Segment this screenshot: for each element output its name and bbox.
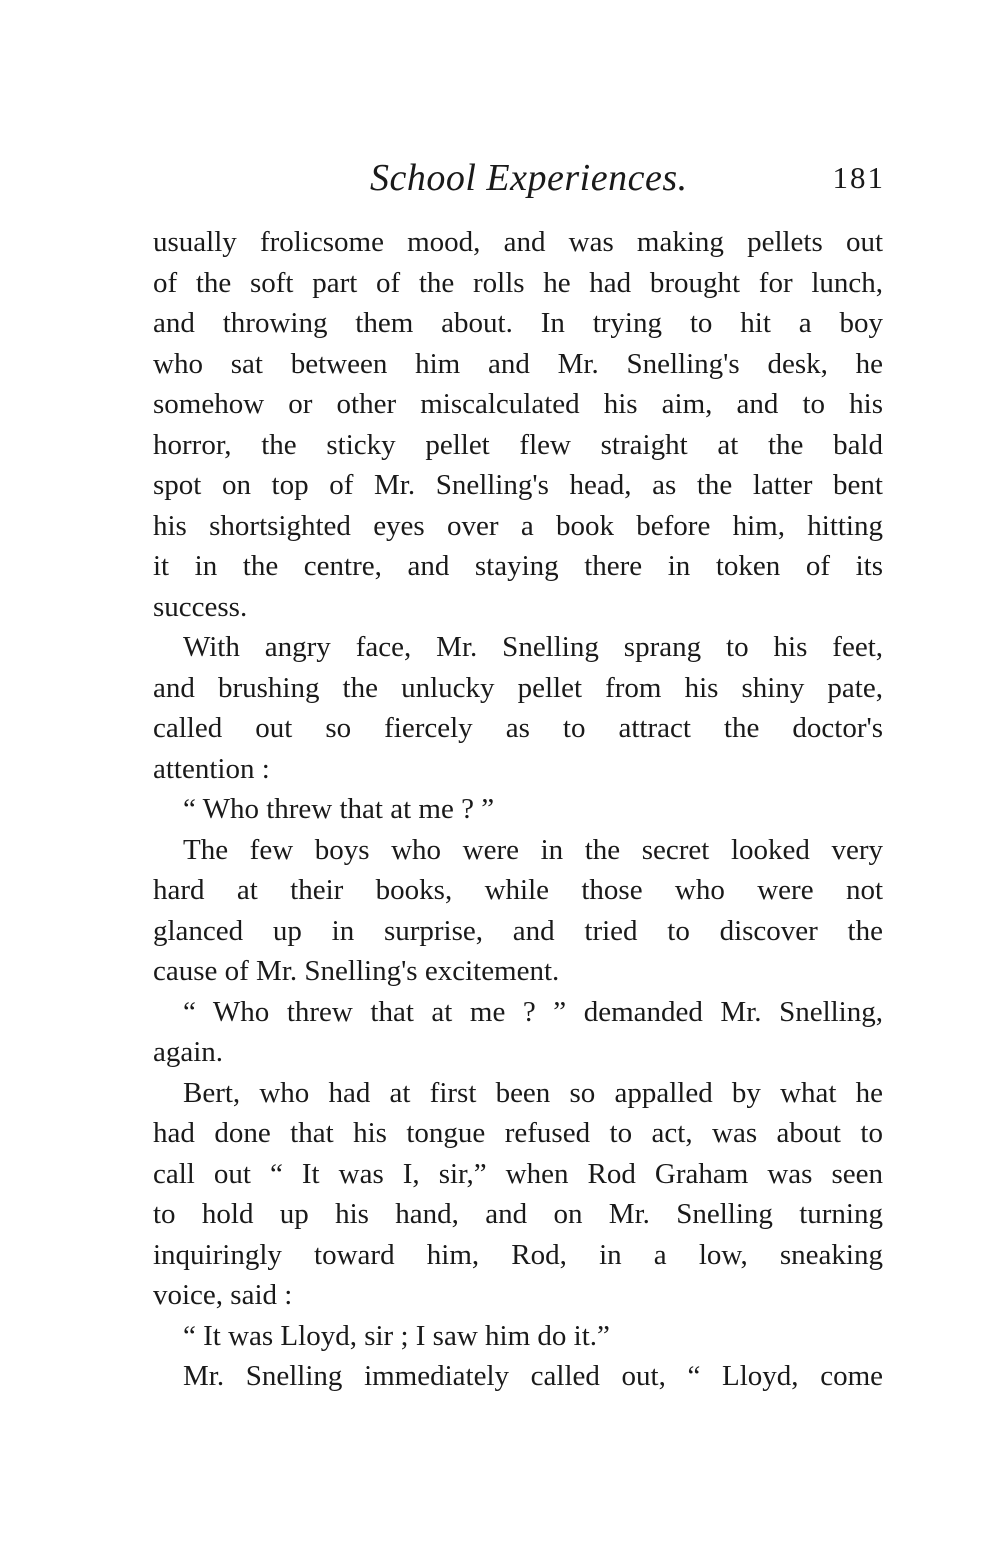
running-title: School Experiences. [370, 157, 688, 199]
text-line: had done that his tongue refused to act, was about to [153, 1117, 883, 1149]
text-line: called out so fiercely as to attract the doctor's [153, 712, 883, 744]
text-line: attention : [153, 752, 270, 785]
text-line: Bert, who had at first been so appalled by what he [183, 1076, 883, 1109]
text-line: With angry face, Mr. Snelling sprang to his feet, [183, 631, 883, 663]
text-line: cause of Mr. Snelling's excitement. [153, 955, 560, 987]
text-line: it in the centre, and staying there in token of its [153, 550, 883, 582]
text-line: call out “ It was I, sir,” when Rod Graham was seen [153, 1157, 883, 1190]
text-line: glanced up in surprise, and tried to discover the [153, 914, 883, 947]
text-line: success. [153, 590, 248, 623]
text-line: to hold up his hand, and on Mr. Snelling turning [153, 1198, 883, 1230]
text-line: “ Who threw that at me ? ” demanded Mr. Snelling, [183, 995, 883, 1028]
text-line: somehow or other miscalculated his aim, and to his [153, 388, 883, 420]
text-line: his shortsighted eyes over a book before him, hitting [153, 509, 883, 542]
text-line: horror, the sticky pellet flew straight at the bald [153, 428, 883, 461]
text-line: The few boys who were in the secret looked very [183, 833, 883, 866]
text-line: voice, said : [153, 1279, 293, 1311]
text-line: inquiringly toward him, Rod, in a low, sneaking [153, 1238, 883, 1271]
text-line: of the soft part of the rolls he had brought for lunch, [153, 266, 883, 299]
text-line: and throwing them about. In trying to hit a boy [153, 307, 883, 339]
text-line: again. [153, 1036, 224, 1068]
text-line: usually frolicsome mood, and was making pellets out [153, 226, 883, 258]
text-line: spot on top of Mr. Snelling's head, as the latter bent [153, 469, 883, 501]
text-line: “ It was Lloyd, sir ; I saw him do it.” [183, 1319, 610, 1352]
text-line: Mr. Snelling immediately called out, “ Lloyd, come [183, 1360, 883, 1392]
text-line: and brushing the unlucky pellet from his shiny pate, [153, 671, 883, 704]
running-head [150, 150, 885, 206]
text-line: who sat between him and Mr. Snelling's desk, he [153, 347, 883, 380]
page-number: 181 [832, 160, 885, 195]
body-text [153, 222, 883, 1397]
text-line: “ Who threw that at me ? ” [183, 793, 495, 825]
text-line: hard at their books, while those who were not [153, 874, 883, 906]
